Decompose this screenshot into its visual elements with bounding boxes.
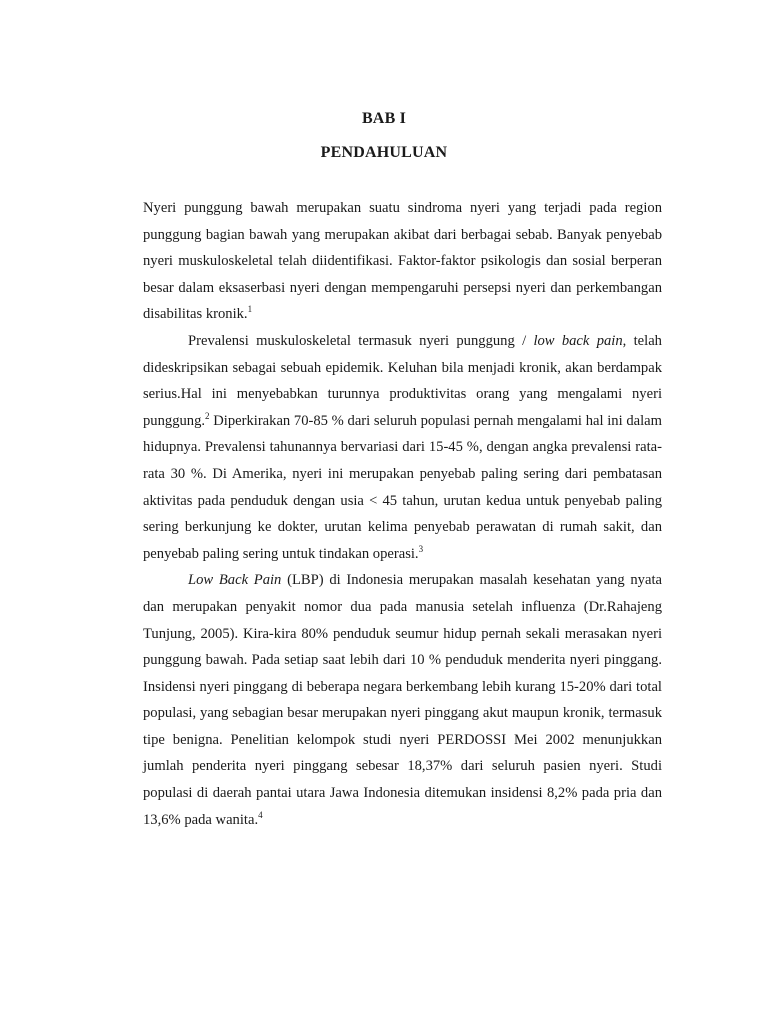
paragraph-text: Diperkirakan 70-85 % dari seluruh populasi pernah mengalami hal ini dalam hidupnya. Prevalensi tahunannya bervariasi dari 15-45 %, dengan angka prevalensi rata-rata 30 %. Di Amerika, nyeri ini merupakan penyebab paling sering dari pembatasan aktivitas pada penduduk dengan usia < 45 tahun, urutan kedua untuk penyebab paling sering berkunjung ke dokter, urutan kelima penyebab perawatan di rumah sakit, dan penyebab paling sering untuk tindakan operasi. <box>143 412 662 562</box>
paragraph <box>143 328 662 567</box>
footnote-reference: 4 <box>258 809 263 820</box>
paragraph <box>143 567 662 833</box>
footnote-reference: 1 <box>247 304 253 315</box>
paragraph-text: (LBP) di Indonesia merupakan masalah kesehatan yang nyata dan merupakan penyakit nomor dua pada manusia setelah influenza (Dr.Rahajeng Tunjung, 2005). Kira-kira 80% penduduk seumur hidup pernah sekali merasakan nyeri punggung bawah. Pada setiap saat lebih dari 10 % penduduk menderita nyeri pinggang. Insidensi nyeri pinggang di beberapa negara berkembang lebih kurang 15-20% dari total populasi, yang sebagian besar merupakan nyeri pinggang akut maupun kronik, termasuk tipe benigna. Penelitian kelompok studi nyeri PERDOSSI Mei 2002 menunjukkan jumlah penderita nyeri pinggang sebesar 18,37% dari seluruh pasien nyeri. Studi populasi di daerah pantai utara Jawa Indonesia ditemukan insidensi 8,2% pada pria dan 13,6% pada wanita. <box>143 572 662 828</box>
chapter-title: PENDAHULUAN <box>320 144 448 161</box>
footnote-reference: 2 <box>205 410 210 421</box>
body-text <box>143 195 662 833</box>
paragraph-text: Nyeri punggung bawah merupakan suatu sindroma nyeri yang terjadi pada region punggung bagian bawah yang merupakan akibat dari berbagai sebab. Banyak penyebab nyeri muskuloskeletal telah diidentifikasi. Faktor-faktor psikologis dan sosial berperan besar dalam eksaserbasi nyeri dengan mempengaruhi persepsi nyeri dan perkembangan disabilitas kronik. <box>143 200 662 323</box>
chapter-number: BAB I <box>361 110 407 127</box>
paragraph-text: , telah dideskripsikan sebagai sebuah epidemik. Keluhan bila menjadi kronik, akan berdampak serius.Hal ini menyebabkan turunnya produktivitas orang yang mengalami nyeri punggung. <box>143 332 662 429</box>
footnote-reference: 3 <box>418 543 424 554</box>
paragraph-text: Prevalensi muskuloskeletal termasuk nyeri punggung / <box>188 332 534 349</box>
italic-term: low back pain <box>533 332 623 349</box>
paragraph <box>143 195 662 328</box>
italic-term: Low Back Pain <box>188 572 282 589</box>
